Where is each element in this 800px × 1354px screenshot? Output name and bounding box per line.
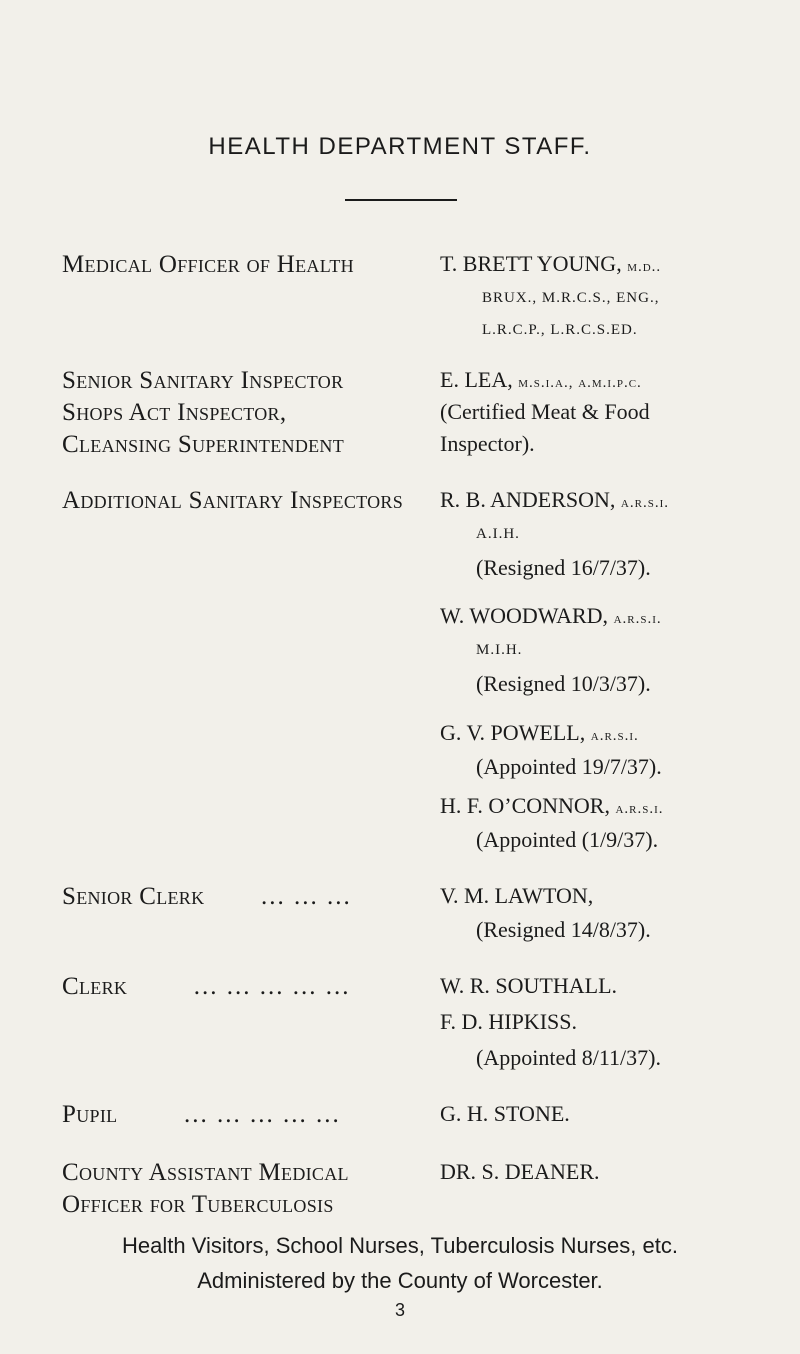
clerk-name-1: W. R. SOUTHALL. (440, 973, 618, 998)
asi-p3-note: (Appointed 19/7/37). (476, 754, 662, 779)
asi-p1-suffix: a.r.s.i. (620, 495, 669, 511)
footer-line-1: Health Visitors, School Nurses, Tuberculosis Nurses, etc. (122, 1233, 678, 1258)
asi-p1-note: (Resigned 16/7/37). (476, 555, 651, 580)
asi-p2-suffix: a.r.s.i. (613, 611, 662, 627)
clerk-dots: ... ... ... ... ... (193, 973, 351, 1000)
clerk-name-2: F. D. HIPKISS. (440, 1009, 577, 1034)
senior-clerk-dots: ... ... ... (260, 883, 352, 910)
role-county-assistant-medical: County Assistant Medical (62, 1159, 349, 1186)
asi-p3-suffix: a.r.s.i. (590, 728, 639, 744)
asi-p4-note: (Appointed (1/9/37). (476, 827, 659, 852)
asi-person-4 (440, 790, 664, 825)
role-senior-sanitary-inspector: Senior Sanitary Inspector (62, 367, 344, 394)
role-shops-act-inspector: Shops Act Inspector, (62, 399, 287, 426)
role-officer-tuberculosis: Officer for Tuberculosis (62, 1191, 334, 1218)
page-title: HEALTH DEPARTMENT STAFF. (208, 133, 592, 160)
moh-quals-1: BRUX., M.R.C.S., ENG., (482, 290, 660, 306)
clerk-label: Clerk (62, 973, 128, 1000)
role-clerk (62, 972, 350, 1002)
name-medical-officer (440, 248, 661, 283)
page-number: 3 (394, 1300, 405, 1320)
role-additional-sanitary-inspectors: Additional Sanitary Inspectors (62, 487, 404, 514)
senior-clerk-label: Senior Clerk (62, 883, 205, 910)
ssi-note-1: (Certified Meat & Food (440, 399, 650, 424)
asi-p2-note: (Resigned 10/3/37). (476, 671, 651, 696)
asi-p1-name: R. B. ANDERSON, (440, 487, 616, 512)
ssi-note-2: Inspector). (440, 431, 535, 456)
title-divider (345, 199, 457, 201)
clerk-note: (Appointed 8/11/37). (476, 1045, 661, 1070)
role-medical-officer: Medical Officer of Health (62, 251, 354, 278)
asi-person-1 (440, 484, 669, 519)
moh-quals-2: L.R.C.P., L.R.C.S.ED. (482, 322, 638, 338)
asi-p2-name: W. WOODWARD, (440, 603, 609, 628)
role-pupil (62, 1100, 341, 1130)
asi-p2-quals: M.I.H. (476, 642, 523, 658)
ssi-name: E. LEA, (440, 367, 513, 392)
asi-p4-name: H. F. O’CONNOR, (440, 793, 610, 818)
footer-line-2: Administered by the County of Worcester. (197, 1268, 603, 1293)
moh-suffix: m.d.. (627, 259, 662, 275)
ssi-suffix: m.s.i.a., a.m.i.p.c. (518, 375, 642, 391)
pupil-dots: ... ... ... ... ... (183, 1101, 341, 1128)
role-senior-clerk (62, 882, 352, 912)
asi-person-2 (440, 600, 662, 635)
asi-p1-quals: A.I.H. (476, 526, 520, 542)
pupil-label: Pupil (62, 1101, 118, 1128)
moh-name: T. BRETT YOUNG, (440, 251, 622, 276)
senior-clerk-note: (Resigned 14/8/37). (476, 917, 651, 942)
name-senior-sanitary-inspector (440, 364, 642, 399)
asi-p3-name: G. V. POWELL, (440, 720, 586, 745)
role-cleansing-superintendent: Cleansing Superintendent (62, 431, 345, 458)
asi-p4-suffix: a.r.s.i. (615, 801, 664, 817)
asi-person-3 (440, 717, 639, 752)
senior-clerk-name: V. M. LAWTON, (440, 883, 594, 908)
county-officer-name: DR. S. DEANER. (440, 1159, 600, 1184)
pupil-name: G. H. STONE. (440, 1101, 570, 1126)
